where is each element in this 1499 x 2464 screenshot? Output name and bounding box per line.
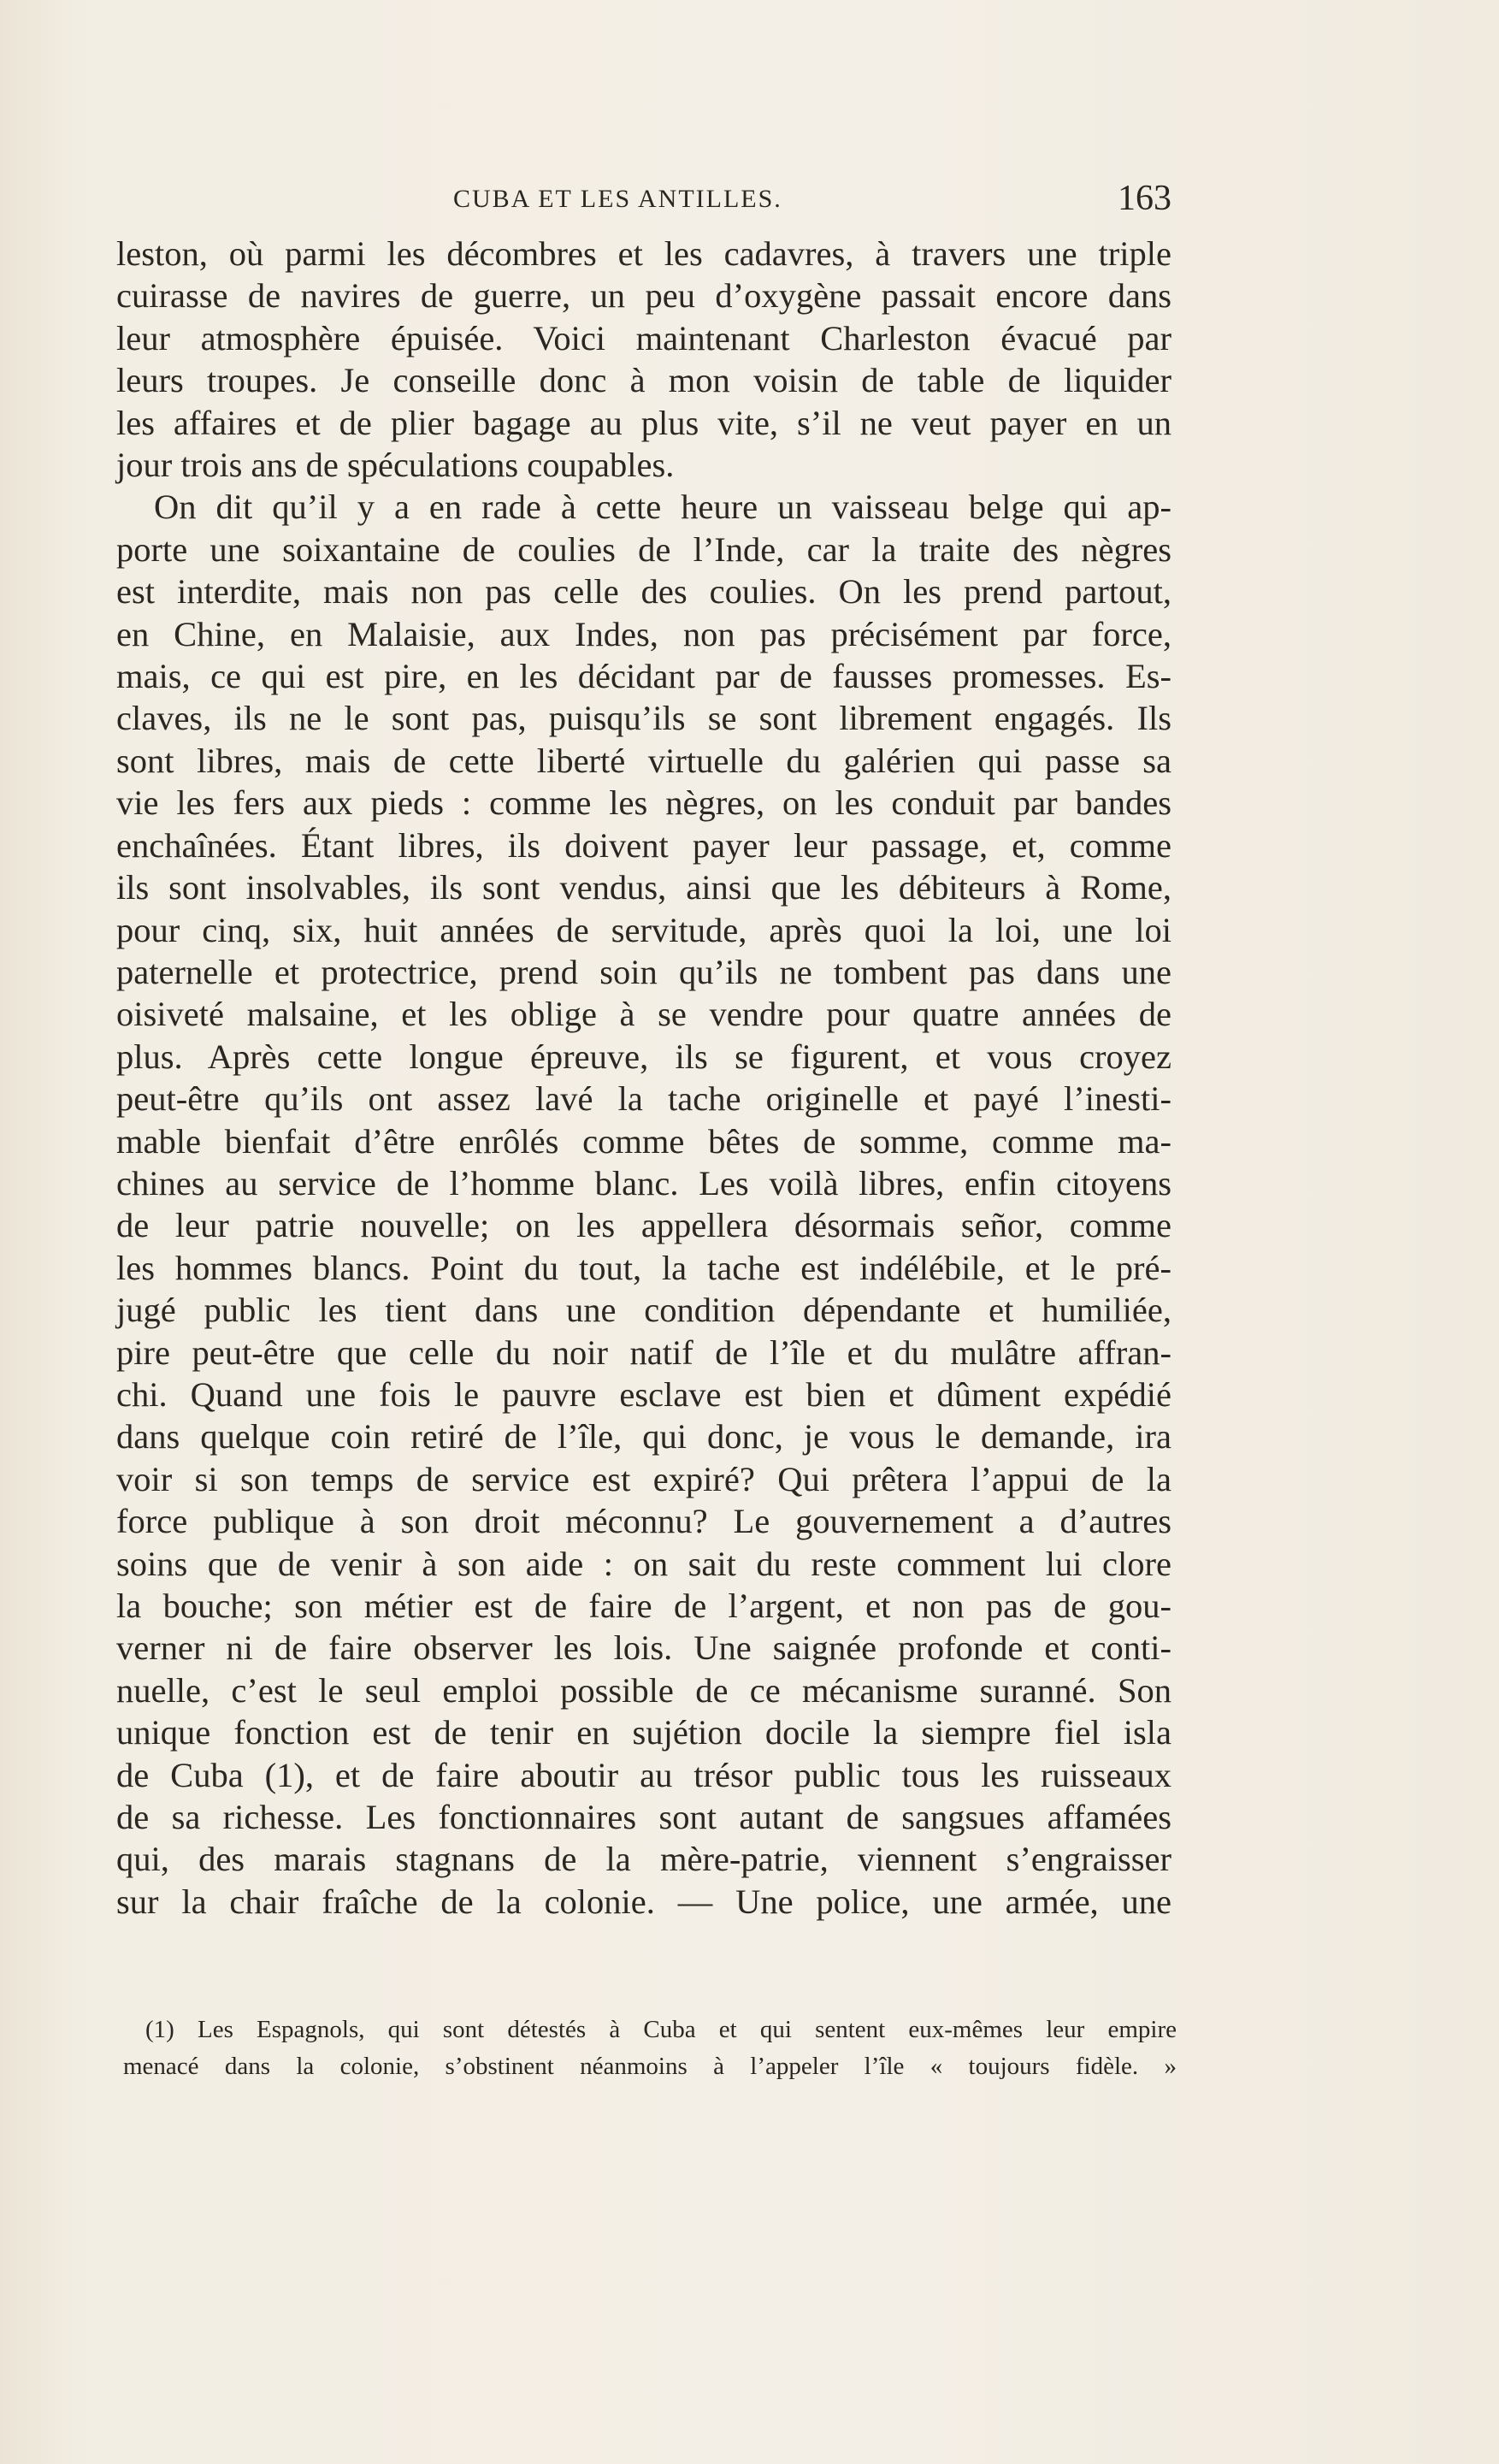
text-line: leur atmosphère épuisée. Voici maintenant Charleston évacué par [116, 318, 1171, 357]
text-line: de Cuba (1), et de faire aboutir au trésor public tous les ruisseaux [116, 1755, 1171, 1794]
text-line: dans quelque coin retiré de l’île, qui donc, je vous le demande, ira [116, 1417, 1171, 1457]
footnote-line: (1) Les Espagnols, qui sont détestés à Cuba et qui sentent eux-mêmes leur empire [145, 2016, 1177, 2043]
text-line: jour trois ans de spéculations coupables. [116, 446, 675, 485]
footnote-line: menacé dans la colonie, s’obstinent néanmoins à l’appeler l’île « toujours fidèle. » [123, 2053, 1177, 2080]
text-line: de sa richesse. Les fonctionnaires sont autant de sangsues affamées [116, 1798, 1171, 1837]
page-number: 163 [1118, 179, 1171, 218]
text-line: voir si son temps de service est expiré? Qui prêtera l’appui de la [116, 1459, 1171, 1498]
text-line: pire peut-être que celle du noir natif de l’île et du mulâtre affran- [116, 1332, 1171, 1372]
text-line: sont libres, mais de cette liberté virtuelle du galérien qui passe sa [116, 741, 1171, 780]
text-line: enchaînées. Étant libres, ils doivent payer leur passage, et, comme [116, 825, 1171, 865]
text-line: la bouche; son métier est de faire de l’argent, et non pas de gou- [116, 1587, 1171, 1625]
text-line: les affaires et de plier bagage au plus vite, s’il ne veut payer en un [116, 403, 1171, 442]
text-line: chi. Quand une fois le pauvre esclave est bien et dûment expédié [116, 1374, 1171, 1414]
text-line: mais, ce qui est pire, en les décidant par de fausses promesses. Es- [116, 657, 1171, 696]
text-line: plus. Après cette longue épreuve, ils se figurent, et vous croyez [116, 1037, 1171, 1076]
text-line: ils sont insolvables, ils sont vendus, ainsi que les débiteurs à Rome, [116, 868, 1171, 907]
text-line: unique fonction est de tenir en sujétion docile la siempre fiel isla [116, 1713, 1171, 1752]
running-title: CUBA ET LES ANTILLES. [453, 185, 782, 213]
text-line: sur la chair fraîche de la colonie. — Une police, une armée, une [116, 1882, 1171, 1921]
text-line: peut-être qu’ils ont assez lavé la tache originelle et payé l’inesti- [116, 1079, 1171, 1119]
text-line: oisiveté malsaine, et les oblige à se vendre pour quatre années de [116, 995, 1171, 1034]
text-line: de leur patrie nouvelle; on les appellera désormais señor, comme [116, 1206, 1171, 1245]
text-line: porte une soixantaine de coulies de l’Inde, car la traite des nègres [116, 529, 1171, 569]
text-line: nuelle, c’est le seul emploi possible de ce mécanisme suranné. Son [116, 1670, 1171, 1710]
text-line: pour cinq, six, huit années de servitude, après quoi la loi, une loi [116, 910, 1171, 949]
text-line: en Chine, en Malaisie, aux Indes, non pas précisément par force, [116, 614, 1171, 653]
text-line: cuirasse de navires de guerre, un peu d’oxygène passait encore dans [116, 276, 1171, 316]
text-line: claves, ils ne le sont pas, puisqu’ils se sont librement engagés. Ils [116, 699, 1171, 738]
text-line: qui, des marais stagnans de la mère-patrie, viennent s’engraisser [116, 1840, 1171, 1879]
text-line: les hommes blancs. Point du tout, la tache est indélébile, et le pré- [116, 1248, 1171, 1287]
text-line: vie les fers aux pieds : comme les nègres, on les conduit par bandes [116, 783, 1171, 823]
text-line: leurs troupes. Je conseille donc à mon voisin de table de liquider [116, 361, 1171, 400]
text-line: leston, où parmi les décombres et les cadavres, à travers une triple [116, 234, 1171, 273]
text-line: soins que de venir à son aide : on sait du reste comment lui clore [116, 1544, 1171, 1583]
text-line: chines au service de l’homme blanc. Les voilà libres, enfin citoyens [116, 1163, 1171, 1202]
text-line: verner ni de faire observer les lois. Une saignée profonde et conti- [116, 1628, 1171, 1668]
text-line: mable bienfait d’être enrôlés comme bêtes de somme, comme ma- [116, 1121, 1171, 1161]
text-line: jugé public les tient dans une condition dépendante et humiliée, [116, 1291, 1171, 1330]
running-head [453, 178, 1171, 221]
text-line: force publique à son droit méconnu? Le gouvernement a d’autres [116, 1502, 1171, 1541]
footnote [123, 2012, 1177, 2085]
text-line: est interdite, mais non pas celle des coulies. On les prend partout, [116, 572, 1171, 612]
text-line: On dit qu’il y a en rade à cette heure un vaisseau belge qui ap- [154, 487, 1171, 527]
body-text [116, 233, 1171, 1923]
text-line: paternelle et protectrice, prend soin qu’ils ne tombent pas dans une [116, 952, 1171, 991]
